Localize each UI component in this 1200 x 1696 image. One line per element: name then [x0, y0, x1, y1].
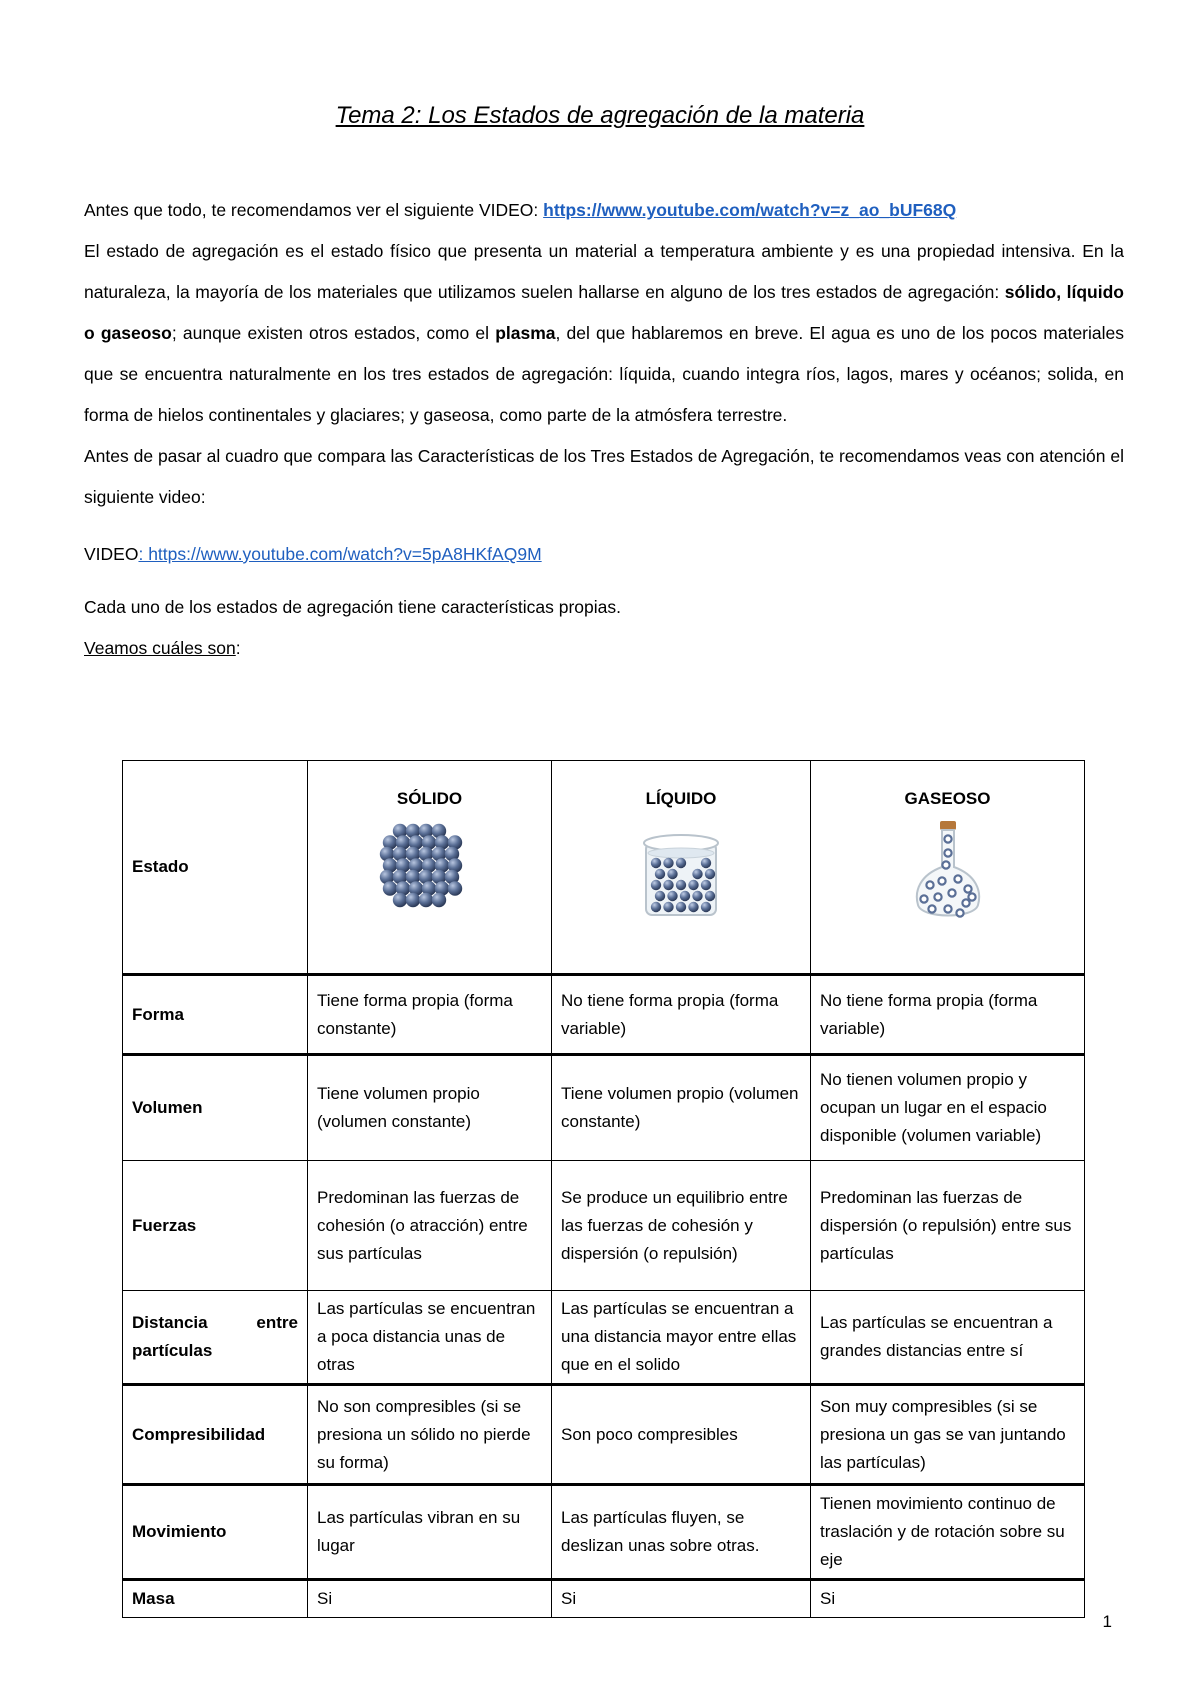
cell-compresibilidad-solid: No son compresibles (si se presiona un sólido no pierde su forma)	[308, 1385, 552, 1485]
solid-particle	[392, 893, 406, 907]
gas-particle	[954, 875, 961, 882]
row-label-movimiento: Movimiento	[123, 1485, 308, 1580]
main-paragraph	[84, 231, 1124, 436]
table-row	[123, 1580, 1085, 1618]
liquid-particle	[667, 869, 677, 879]
liquid-particle	[688, 902, 698, 912]
lets-see-line	[84, 628, 1124, 669]
cell-distancia-solid: Las partículas se encuentran a poca distancia unas de otras	[308, 1291, 552, 1385]
cell-volumen-liquid: Tiene volumen propio (volumen constante)	[552, 1055, 811, 1161]
column-gas: GASEOSO	[904, 789, 991, 808]
liquid-particle	[663, 902, 673, 912]
cell-movimiento-gas: Tienen movimiento continuo de traslación y de rotación sobre su eje	[811, 1485, 1085, 1580]
lets-see-text: Veamos cuáles son	[84, 638, 236, 658]
liquid-particle	[692, 891, 702, 901]
video-link-2[interactable]: : https://www.youtube.com/watch?v=5pA8HKfAQ9M	[138, 544, 542, 564]
before-table-text: Antes de pasar al cuadro que compara las Características de los Tres Estados de Agregación, te recomendamos veas con atención el siguiente video:	[84, 446, 1124, 507]
each-state-text: Cada uno de los estados de agregación tiene características propias.	[84, 597, 621, 617]
liquid-beaker-icon	[636, 821, 726, 921]
table-row	[123, 1161, 1085, 1291]
cell-masa-solid: Si	[308, 1580, 552, 1618]
solid-particle	[382, 881, 396, 895]
cell-masa-liquid: Si	[552, 1580, 811, 1618]
states-comparison-table	[122, 760, 1085, 1618]
table-row	[123, 1291, 1085, 1385]
gas-particle	[964, 885, 971, 892]
liquid-particle	[701, 902, 711, 912]
table-row	[123, 1055, 1085, 1161]
liquid-particle	[651, 858, 661, 868]
table-row	[123, 1485, 1085, 1580]
cell-distancia-liquid: Las partículas se encuentran a una distancia mayor entre ellas que en el solido	[552, 1291, 811, 1385]
row-label-distancia	[123, 1291, 308, 1385]
table-row	[123, 1385, 1085, 1485]
solid-particle	[418, 893, 432, 907]
cell-movimiento-liquid: Las partículas fluyen, se deslizan unas sobre otras.	[552, 1485, 811, 1580]
cell-compresibilidad-gas: Son muy compresibles (si se presiona un gas se van juntando las partículas)	[811, 1385, 1085, 1485]
header-label-cell: Estado	[123, 761, 308, 975]
liquid-particle	[676, 858, 686, 868]
intro-text: Antes que todo, te recomendamos ver el siguiente VIDEO:	[84, 200, 544, 220]
gas-particle	[934, 893, 941, 900]
row-label-fuerzas: Fuerzas	[123, 1161, 308, 1291]
gas-particle	[944, 835, 951, 842]
paragraph-text-3: , del que hablaremos en breve. El agua es uno de los pocos materiales que se encuentra naturalmente en los tres estados de agregación: líquida, cuando integra ríos, lagos, mares y océanos; solida, en forma de hielos continentales y glaciares; y gaseosa, como parte de la atmósfera terrestre.	[84, 323, 1124, 425]
paragraph-text-1: El estado de agregación es el estado físico que presenta un material a temperatura ambiente y es una propiedad intensiva. En la naturaleza, la mayoría de los materiales que utilizamos suelen hallarse en alguno de los tres estados de agregación:	[84, 241, 1124, 302]
cell-fuerzas-liquid: Se produce un equilibrio entre las fuerzas de cohesión y dispersión (o repulsión)	[552, 1161, 811, 1291]
gas-particle	[968, 893, 975, 900]
gas-particle	[956, 909, 963, 916]
row-label-volumen: Volumen	[123, 1055, 308, 1161]
video-link-1[interactable]: https://www.youtube.com/watch?v=z_ao_bUF68Q	[543, 200, 957, 220]
header-solid	[308, 761, 552, 975]
cell-forma-gas: No tiene forma propia (forma variable)	[811, 975, 1085, 1055]
column-liquid: LÍQUIDO	[645, 789, 717, 808]
liquid-particle	[705, 891, 715, 901]
gas-particle	[948, 889, 955, 896]
solid-particles-icon	[375, 821, 485, 911]
cell-masa-gas: Si	[811, 1580, 1085, 1618]
gas-particle	[938, 877, 945, 884]
row-label-compresibilidad: Compresibilidad	[123, 1385, 308, 1485]
solid-particle	[447, 881, 461, 895]
cell-volumen-gas: No tienen volumen propio y ocupan un lugar en el espacio disponible (volumen variable)	[811, 1055, 1085, 1161]
row-label-forma: Forma	[123, 975, 308, 1055]
header-gas	[811, 761, 1085, 975]
video2-line	[84, 534, 1124, 575]
solid-particle	[405, 893, 419, 907]
page-number: 1	[1102, 1612, 1112, 1631]
liquid-particle	[705, 869, 715, 879]
distancia-label-line	[132, 1309, 298, 1337]
gas-particle	[926, 881, 933, 888]
liquid-particle	[676, 880, 686, 890]
column-solid: SÓLIDO	[396, 789, 463, 808]
document-body	[84, 190, 1124, 669]
page-title: Tema 2: Los Estados de agregación de la materia	[335, 102, 865, 129]
cell-compresibilidad-liquid: Son poco compresibles	[552, 1385, 811, 1485]
cell-fuerzas-gas: Predominan las fuerzas de dispersión (o repulsión) entre sus partículas	[811, 1161, 1085, 1291]
header-liquid	[552, 761, 811, 975]
paragraph-text-2: ; aunque existen otros estados, como el	[171, 323, 496, 343]
liquid-particle	[663, 880, 673, 890]
gas-particle	[962, 899, 969, 906]
entre-word: entre	[256, 1313, 298, 1332]
row-label-masa: Masa	[123, 1580, 308, 1618]
states-bold: sólido, líquido o gaseoso	[84, 282, 1124, 343]
gas-flask-icon	[908, 821, 988, 926]
liquid-particle	[651, 902, 661, 912]
cell-distancia-gas: Las partículas se encuentran a grandes distancias entre sí	[811, 1291, 1085, 1385]
video2-label: VIDEO	[84, 544, 139, 564]
table-row	[123, 975, 1085, 1055]
liquid-particle	[651, 880, 661, 890]
cell-forma-solid: Tiene forma propia (forma constante)	[308, 975, 552, 1055]
table-header-row	[123, 761, 1085, 975]
solid-particle	[431, 893, 445, 907]
gas-particle	[944, 905, 951, 912]
particulas-word: partículas	[132, 1341, 213, 1360]
liquid-particle	[655, 891, 665, 901]
liquid-particle	[680, 891, 690, 901]
plasma-bold: plasma	[495, 323, 556, 343]
liquid-particle	[655, 869, 665, 879]
gas-particle	[942, 861, 949, 868]
liquid-particle	[667, 891, 677, 901]
cell-forma-liquid: No tiene forma propia (forma variable)	[552, 975, 811, 1055]
gas-particle	[944, 849, 951, 856]
liquid-particle	[701, 880, 711, 890]
liquid-particle	[663, 858, 673, 868]
liquid-particle	[692, 869, 702, 879]
liquid-particle	[676, 902, 686, 912]
liquid-particle	[688, 880, 698, 890]
cell-fuerzas-solid: Predominan las fuerzas de cohesión (o atracción) entre sus partículas	[308, 1161, 552, 1291]
intro-line	[84, 190, 1124, 231]
gas-particle	[928, 905, 935, 912]
liquid-particle	[701, 858, 711, 868]
gas-particle	[920, 895, 927, 902]
cell-volumen-solid: Tiene volumen propio (volumen constante)	[308, 1055, 552, 1161]
cell-movimiento-solid: Las partículas vibran en su lugar	[308, 1485, 552, 1580]
lets-see-colon: :	[235, 638, 241, 658]
distancia-word: Distancia	[132, 1313, 208, 1332]
